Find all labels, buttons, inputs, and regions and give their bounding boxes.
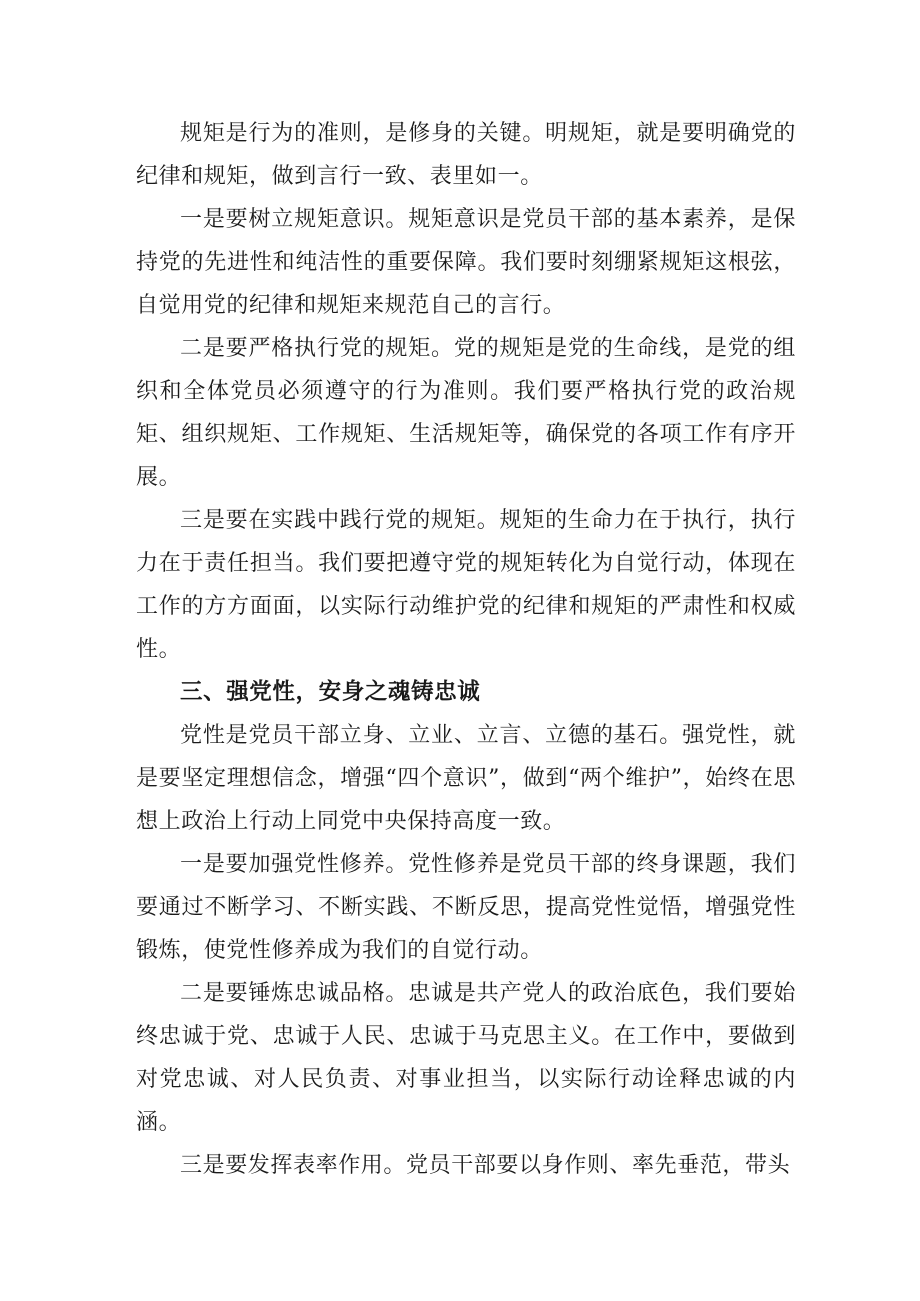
paragraph-party-spirit-cultivation: 一是要加强党性修养。党性修养是党员干部的终身课题，我们要通过不断学习、不断实践、不断反思，提高党性觉悟，增强党性锻炼，使党性修养成为我们的自觉行动。 — [136, 852, 796, 963]
paragraph-rules-practice: 三是要在实践中践行党的规矩。规矩的生命力在于执行，执行力在于责任担当。我们要把遵守党的规矩转化为自觉行动，体现在工作的方方面面，以实际行动维护党的纪律和规矩的严肃性和权威性。 — [136, 508, 796, 662]
paragraph-exemplary-role: 三是要发挥表率作用。党员干部要以身作则、率先垂范，带头 — [180, 1153, 791, 1178]
document-body — [136, 112, 796, 1187]
section-heading: 三、强党性，安身之魂铸忠诚 — [180, 679, 481, 705]
paragraph-rules-awareness: 一是要树立规矩意识。规矩意识是党员干部的基本素养，是保持党的先进性和纯洁性的重要保障。我们要时刻绷紧规矩这根弦，自觉用党的纪律和规矩来规范自己的言行。 — [136, 207, 796, 318]
paragraph-loyalty: 二是要锤炼忠诚品格。忠诚是共产党人的政治底色，我们要始终忠诚于党、忠诚于人民、忠诚于马克思主义。在工作中，要做到对党忠诚、对人民负责、对事业担当，以实际行动诠释忠诚的内涵。 — [136, 981, 796, 1135]
paragraph-rules-execution: 二是要严格执行党的规矩。党的规矩是党的生命线，是党的组织和全体党员必须遵守的行为准则。我们要严格执行党的政治规矩、组织规矩、工作规矩、生活规矩等，确保党的各项工作有序开展。 — [136, 336, 796, 490]
paragraph-rules-intro: 规矩是行为的准则，是修身的关键。明规矩，就是要明确党的纪律和规矩，做到言行一致、表里如一。 — [136, 121, 796, 189]
paragraph-party-spirit-intro: 党性是党员干部立身、立业、立言、立德的基石。强党性，就是要坚定理想信念，增强“四个意识”，做到“两个维护”，始终在思想上政治上行动上同党中央保持高度一致。 — [136, 723, 796, 834]
